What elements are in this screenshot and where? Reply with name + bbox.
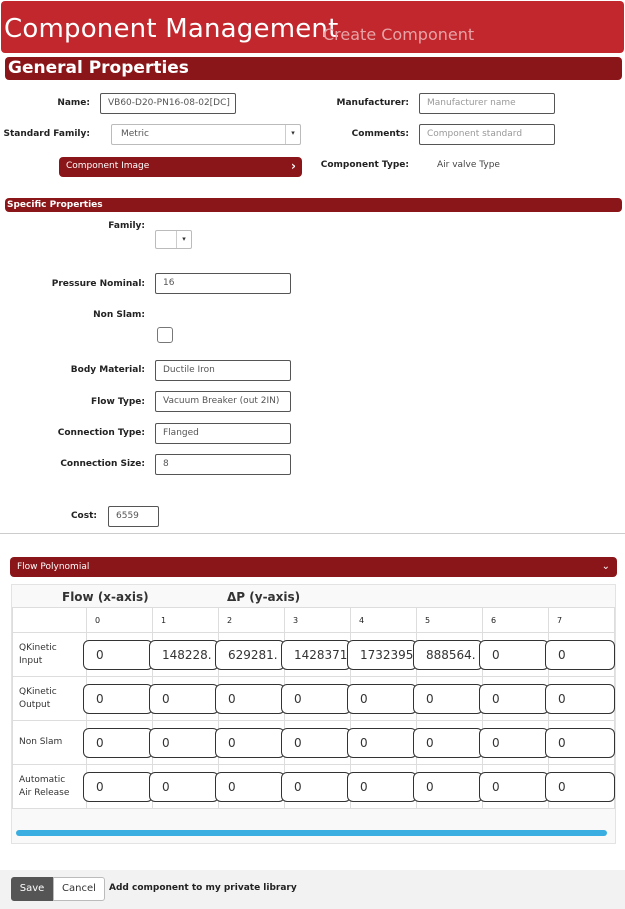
coefficient-cell: [483, 677, 549, 721]
horizontal-scrollbar[interactable]: [16, 830, 607, 836]
coefficient-input[interactable]: 0: [281, 728, 351, 758]
coefficient-cell: [285, 633, 351, 677]
coefficient-cell: [153, 765, 219, 809]
pressure-nominal-label: Pressure Nominal:: [51, 279, 145, 289]
y-axis-label: ΔP (y-axis): [227, 590, 301, 604]
non-slam-label: Non Slam:: [93, 310, 145, 320]
connection-size-label: Connection Size:: [60, 459, 145, 469]
coefficient-input[interactable]: 0: [413, 684, 483, 714]
flow-type-input[interactable]: Vacuum Breaker (out 2IN): [155, 391, 291, 412]
connection-type-label: Connection Type:: [57, 428, 145, 438]
coefficient-cell: [351, 633, 417, 677]
coefficient-input[interactable]: 888564.: [413, 640, 483, 670]
coefficient-cell: [417, 677, 483, 721]
coefficient-input[interactable]: 0: [215, 728, 285, 758]
manufacturer-input[interactable]: Manufacturer name: [419, 93, 555, 114]
coefficient-input[interactable]: 0: [83, 728, 153, 758]
coefficient-input[interactable]: 148228.: [149, 640, 219, 670]
coefficient-cell: [483, 633, 549, 677]
flow-polynomial-title: Flow Polynomial: [17, 562, 90, 572]
coefficient-input[interactable]: 0: [413, 728, 483, 758]
save-button[interactable]: Save: [11, 877, 53, 901]
flow-polynomial-header[interactable]: [10, 557, 617, 577]
add-to-library-label[interactable]: Add component to my private library: [109, 883, 297, 893]
flow-polynomial-table: [12, 607, 615, 809]
coefficient-cell: [219, 765, 285, 809]
column-header: 7: [549, 608, 615, 633]
coefficient-input[interactable]: 0: [83, 640, 153, 670]
body-material-label: Body Material:: [70, 365, 145, 375]
coefficient-cell: [219, 633, 285, 677]
coefficient-cell: [351, 721, 417, 765]
coefficient-cell: [417, 721, 483, 765]
coefficient-input[interactable]: 0: [545, 640, 615, 670]
name-input[interactable]: VB60-D20-PN16-08-02[DC]: [100, 93, 236, 114]
coefficient-input[interactable]: 0: [215, 684, 285, 714]
coefficient-input[interactable]: 0: [413, 772, 483, 802]
family-label: Family:: [108, 221, 145, 231]
coefficient-cell: [549, 765, 615, 809]
component-image-label: Component Image: [66, 161, 150, 171]
coefficient-cell: [483, 765, 549, 809]
table-row: [13, 721, 615, 765]
coefficient-input[interactable]: 0: [149, 684, 219, 714]
column-header: 2: [219, 608, 285, 633]
column-header: 5: [417, 608, 483, 633]
chevron-down-icon: ⌄: [601, 561, 610, 572]
dropdown-arrow-icon: ▾: [285, 125, 300, 144]
comments-label: Comments:: [351, 129, 409, 139]
coefficient-cell: [285, 765, 351, 809]
coefficient-cell: [153, 677, 219, 721]
coefficient-input[interactable]: 0: [545, 728, 615, 758]
page-subtitle: Create Component: [323, 25, 475, 44]
coefficient-input[interactable]: 0: [545, 772, 615, 802]
table-header-row: [13, 608, 615, 633]
coefficient-input[interactable]: 1732395: [347, 640, 417, 670]
coefficient-cell: [549, 677, 615, 721]
coefficient-input[interactable]: 0: [281, 684, 351, 714]
coefficient-input[interactable]: 0: [479, 684, 549, 714]
app-title: Component Management: [4, 14, 339, 44]
row-label: QKinetic Output: [13, 677, 87, 721]
coefficient-input[interactable]: 0: [149, 728, 219, 758]
coefficient-input[interactable]: 0: [347, 728, 417, 758]
coefficient-input[interactable]: 0: [479, 728, 549, 758]
coefficient-cell: [285, 677, 351, 721]
coefficient-cell: [351, 677, 417, 721]
general-properties-header: General Properties: [5, 57, 622, 80]
component-image-button[interactable]: [59, 157, 302, 177]
component-type-value: Air valve Type: [437, 160, 500, 170]
pressure-nominal-input[interactable]: 16: [155, 273, 291, 294]
coefficient-input[interactable]: 0: [479, 772, 549, 802]
coefficient-cell: [87, 677, 153, 721]
column-header: 1: [153, 608, 219, 633]
column-header: 0: [87, 608, 153, 633]
coefficient-input[interactable]: 0: [83, 772, 153, 802]
coefficient-cell: [417, 765, 483, 809]
table-row: [13, 677, 615, 721]
coefficient-cell: [219, 721, 285, 765]
coefficient-cell: [87, 765, 153, 809]
flow-type-label: Flow Type:: [91, 397, 145, 407]
coefficient-input[interactable]: 0: [347, 684, 417, 714]
coefficient-input[interactable]: 0: [149, 772, 219, 802]
corner-header: [13, 608, 87, 633]
standard-family-label: Standard Family:: [3, 129, 90, 139]
cost-label: Cost:: [70, 511, 97, 521]
standard-family-value: Metric: [121, 129, 149, 139]
coefficient-cell: [549, 721, 615, 765]
coefficient-input[interactable]: 0: [215, 772, 285, 802]
divider: [0, 533, 625, 534]
coefficient-cell: [219, 677, 285, 721]
coefficient-input[interactable]: 0: [545, 684, 615, 714]
row-label: QKinetic Input: [13, 633, 87, 677]
coefficient-cell: [87, 633, 153, 677]
connection-size-input[interactable]: 8: [155, 454, 291, 475]
coefficient-input[interactable]: 0: [347, 772, 417, 802]
specific-properties-header: Specific Properties: [5, 198, 622, 212]
row-label: Automatic Air Release: [13, 765, 87, 809]
table-row: [13, 765, 615, 809]
name-label: Name:: [57, 98, 90, 108]
coefficient-cell: [549, 633, 615, 677]
comments-input[interactable]: Component standard: [419, 124, 555, 145]
coefficient-cell: [87, 721, 153, 765]
coefficient-cell: [417, 633, 483, 677]
non-slam-checkbox[interactable]: [157, 327, 173, 343]
coefficient-input[interactable]: 0: [479, 640, 549, 670]
family-select[interactable]: [155, 230, 192, 249]
coefficient-cell: [483, 721, 549, 765]
coefficient-cell: [285, 721, 351, 765]
table-row: [13, 633, 615, 677]
body-material-input[interactable]: Ductile Iron: [155, 360, 291, 381]
coefficient-input[interactable]: 0: [281, 772, 351, 802]
column-header: 3: [285, 608, 351, 633]
coefficient-cell: [153, 633, 219, 677]
coefficient-input[interactable]: 1428371: [281, 640, 351, 670]
component-type-label: Component Type:: [320, 160, 409, 170]
standard-family-select[interactable]: [111, 124, 301, 145]
chevron-right-icon: ›: [291, 159, 296, 173]
column-header: 6: [483, 608, 549, 633]
coefficient-cell: [351, 765, 417, 809]
column-header: 4: [351, 608, 417, 633]
coefficient-input[interactable]: 0: [83, 684, 153, 714]
coefficient-input[interactable]: 629281.: [215, 640, 285, 670]
dropdown-arrow-icon: ▾: [176, 231, 191, 248]
connection-type-input[interactable]: Flanged: [155, 423, 291, 444]
x-axis-label: Flow (x-axis): [62, 590, 149, 604]
cancel-button[interactable]: Cancel: [53, 877, 105, 901]
manufacturer-label: Manufacturer:: [336, 98, 409, 108]
coefficient-cell: [153, 721, 219, 765]
cost-input[interactable]: 6559: [108, 506, 159, 527]
row-label: Non Slam: [13, 721, 87, 765]
